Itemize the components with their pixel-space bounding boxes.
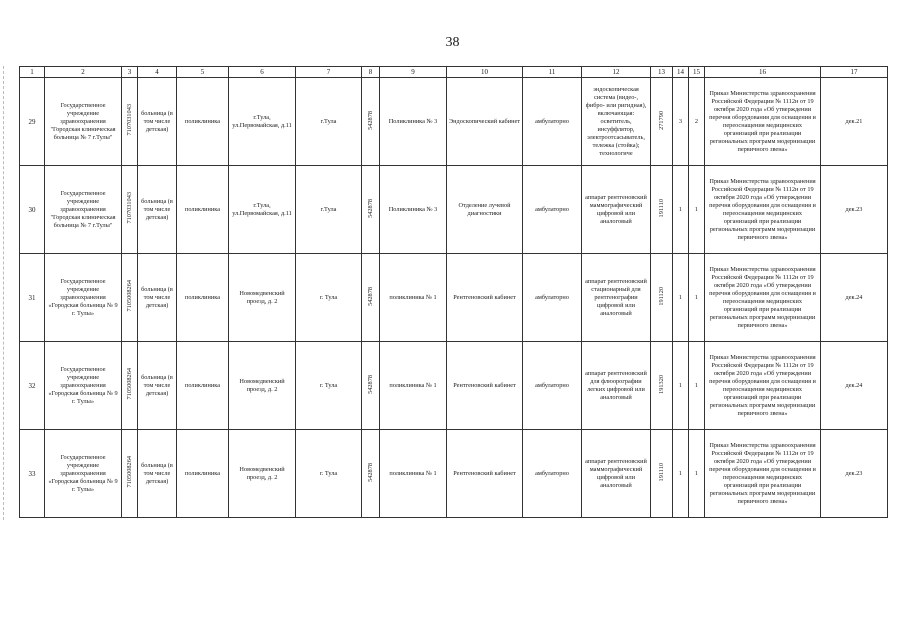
cabinet-cell: Рентгеновский кабинет (447, 254, 523, 342)
organization-name-cell: Государственное учреждение здравоохранения "Городская клиническая больница № 7 г.Тулы" (45, 78, 122, 166)
column-header: 5 (177, 67, 229, 78)
regulation-order-cell: Приказ Министерства здравоохранения Российской Федерации № 1112н от 19 октября 2020 года «Об утверждении перечня оборудования для оснащения и переоснащения медицинских организаций при реализации региональных программ модернизации первичного звена» (705, 78, 821, 166)
organization-name-cell: Государственное учреждение здравоохранения «Городская больница № 9 г. Тулы» (45, 430, 122, 518)
deadline-date-cell: дек.24 (821, 254, 888, 342)
row-number-cell: 33 (20, 430, 45, 518)
column-header: 11 (523, 67, 582, 78)
care-mode-cell: амбулаторно (523, 166, 582, 254)
page-number: 38 (445, 35, 460, 50)
table-row (20, 78, 888, 166)
equipment-code: 271790 (657, 110, 665, 130)
column-header: 2 (45, 67, 122, 78)
column-header: 13 (651, 67, 673, 78)
org-code-cell (122, 78, 138, 166)
org-code-cell (122, 254, 138, 342)
column-header: 10 (447, 67, 523, 78)
care-mode-cell: амбулаторно (523, 78, 582, 166)
regulation-order-cell: Приказ Министерства здравоохранения Российской Федерации № 1112н от 19 октября 2020 года «Об утверждении перечня оборудования для оснащения и переоснащения медицинских организаций при реализации региональных программ модернизации первичного звена» (705, 254, 821, 342)
facility-type-cell: больница (в том числе детская) (138, 342, 177, 430)
facility-type-cell: больница (в том числе детская) (138, 254, 177, 342)
page-edge-guide (3, 66, 4, 520)
okato-code-cell (362, 430, 380, 518)
quantity-planned-cell: 1 (673, 254, 689, 342)
division-cell: Поликлиника № 3 (380, 78, 447, 166)
organization-name-cell: Государственное учреждение здравоохранения «Городская больница № 9 г. Тулы» (45, 342, 122, 430)
quantity-actual-cell: 2 (689, 78, 705, 166)
equipment-table (19, 66, 888, 518)
organization-name-cell: Государственное учреждение здравоохранения "Городская клиническая больница № 7 г.Тулы" (45, 166, 122, 254)
address-cell: Новомедвенский проезд, д. 2 (229, 342, 296, 430)
unit-type-cell: поликлиника (177, 254, 229, 342)
table-row (20, 254, 888, 342)
regulation-order-cell: Приказ Министерства здравоохранения Российской Федерации № 1112н от 19 октября 2020 года «Об утверждении перечня оборудования для оснащения и переоснащения медицинских организаций при реализации региональных программ модернизации первичного звена» (705, 430, 821, 518)
column-header: 1 (20, 67, 45, 78)
quantity-actual-cell: 1 (689, 430, 705, 518)
facility-type-cell: больница (в том числе детская) (138, 78, 177, 166)
org-code: 7107031043 (125, 192, 133, 224)
equipment-code-cell (651, 430, 673, 518)
equipment-name-cell: аппарат рентгеновский маммографический цифровой или аналоговый (582, 166, 651, 254)
unit-type-cell: поликлиника (177, 430, 229, 518)
cabinet-cell: Рентгеновский кабинет (447, 342, 523, 430)
org-code: 7105008264 (125, 456, 133, 488)
quantity-planned-cell: 3 (673, 78, 689, 166)
deadline-date-cell: дек.24 (821, 342, 888, 430)
org-code-cell (122, 166, 138, 254)
unit-type-cell: поликлиника (177, 342, 229, 430)
address-cell: г.Тула, ул.Первомайская, д.11 (229, 78, 296, 166)
quantity-actual-cell: 1 (689, 342, 705, 430)
row-number-cell: 30 (20, 166, 45, 254)
column-header: 6 (229, 67, 296, 78)
column-header: 4 (138, 67, 177, 78)
deadline-date-cell: дек.23 (821, 166, 888, 254)
table-row (20, 342, 888, 430)
row-number-cell: 32 (20, 342, 45, 430)
city-cell: г. Тула (296, 430, 362, 518)
unit-type-cell: поликлиника (177, 166, 229, 254)
equipment-code: 191120 (657, 286, 665, 306)
facility-type-cell: больница (в том числе детская) (138, 166, 177, 254)
okato-code-cell (362, 78, 380, 166)
okato-code-cell (362, 342, 380, 430)
quantity-actual-cell: 1 (689, 254, 705, 342)
care-mode-cell: амбулаторно (523, 430, 582, 518)
equipment-code-cell (651, 78, 673, 166)
division-cell: Поликлиника № 3 (380, 166, 447, 254)
org-code-cell (122, 342, 138, 430)
org-code: 7105008264 (125, 368, 133, 400)
city-cell: г. Тула (296, 254, 362, 342)
okato-code-cell (362, 166, 380, 254)
column-header: 16 (705, 67, 821, 78)
org-code: 7107031043 (125, 104, 133, 136)
column-header: 12 (582, 67, 651, 78)
city-cell: г.Тула (296, 166, 362, 254)
address-cell: Новомедвенский проезд, д. 2 (229, 430, 296, 518)
deadline-date-cell: дек.21 (821, 78, 888, 166)
address-cell: Новомедвенский проезд, д. 2 (229, 254, 296, 342)
unit-type-cell: поликлиника (177, 78, 229, 166)
equipment-code: 191110 (657, 462, 665, 482)
address-cell: г.Тула, ул.Первомайская, д.11 (229, 166, 296, 254)
division-cell: поликлиника № 1 (380, 430, 447, 518)
org-code: 7105008264 (125, 280, 133, 312)
cabinet-cell: Отделение лучевой диагностики (447, 166, 523, 254)
equipment-code: 191110 (657, 198, 665, 218)
division-cell: поликлиника № 1 (380, 342, 447, 430)
equipment-name-cell: аппарат рентгеновский для флюорографии легких цифровой или аналоговый (582, 342, 651, 430)
org-code-cell (122, 430, 138, 518)
table-row (20, 166, 888, 254)
okato-code: 542878 (366, 374, 374, 394)
quantity-actual-cell: 1 (689, 166, 705, 254)
column-header: 17 (821, 67, 888, 78)
header-row (20, 67, 888, 78)
equipment-name-cell: эндоскопическая система (видео-, фибро- или ригидная), включающая: осветитель, инсуффлятор, электроотсасыватель, тележка (стойка); технологиче (582, 78, 651, 166)
okato-code: 542878 (366, 198, 374, 218)
table-body (20, 78, 888, 518)
column-header: 8 (362, 67, 380, 78)
okato-code: 542878 (366, 462, 374, 482)
column-header: 15 (689, 67, 705, 78)
equipment-code-cell (651, 166, 673, 254)
equipment-code: 191320 (657, 374, 665, 394)
division-cell: поликлиника № 1 (380, 254, 447, 342)
deadline-date-cell: дек.23 (821, 430, 888, 518)
city-cell: г.Тула (296, 78, 362, 166)
regulation-order-cell: Приказ Министерства здравоохранения Российской Федерации № 1112н от 19 октября 2020 года «Об утверждении перечня оборудования для оснащения и переоснащения медицинских организаций при реализации региональных программ модернизации первичного звена» (705, 342, 821, 430)
column-header: 14 (673, 67, 689, 78)
care-mode-cell: амбулаторно (523, 342, 582, 430)
okato-code: 542878 (366, 110, 374, 130)
equipment-name-cell: аппарат рентгеновский стационарный для рентгенографии цифровой или аналоговый (582, 254, 651, 342)
facility-type-cell: больница (в том числе детская) (138, 430, 177, 518)
quantity-planned-cell: 1 (673, 166, 689, 254)
table-row (20, 430, 888, 518)
organization-name-cell: Государственное учреждение здравоохранения «Городская больница № 9 г. Тулы» (45, 254, 122, 342)
row-number-cell: 29 (20, 78, 45, 166)
cabinet-cell: Рентгеновский кабинет (447, 430, 523, 518)
equipment-name-cell: аппарат рентгеновский маммографический цифровой или аналоговый (582, 430, 651, 518)
column-header: 7 (296, 67, 362, 78)
okato-code: 542878 (366, 286, 374, 306)
regulation-order-cell: Приказ Министерства здравоохранения Российской Федерации № 1112н от 19 октября 2020 года «Об утверждении перечня оборудования для оснащения и переоснащения медицинских организаций при реализации региональных программ модернизации первичного звена» (705, 166, 821, 254)
equipment-code-cell (651, 342, 673, 430)
quantity-planned-cell: 1 (673, 342, 689, 430)
equipment-code-cell (651, 254, 673, 342)
okato-code-cell (362, 254, 380, 342)
quantity-planned-cell: 1 (673, 430, 689, 518)
cabinet-cell: Эндоскопический кабинет (447, 78, 523, 166)
row-number-cell: 31 (20, 254, 45, 342)
city-cell: г. Тула (296, 342, 362, 430)
column-header: 3 (122, 67, 138, 78)
column-header: 9 (380, 67, 447, 78)
care-mode-cell: амбулаторно (523, 254, 582, 342)
